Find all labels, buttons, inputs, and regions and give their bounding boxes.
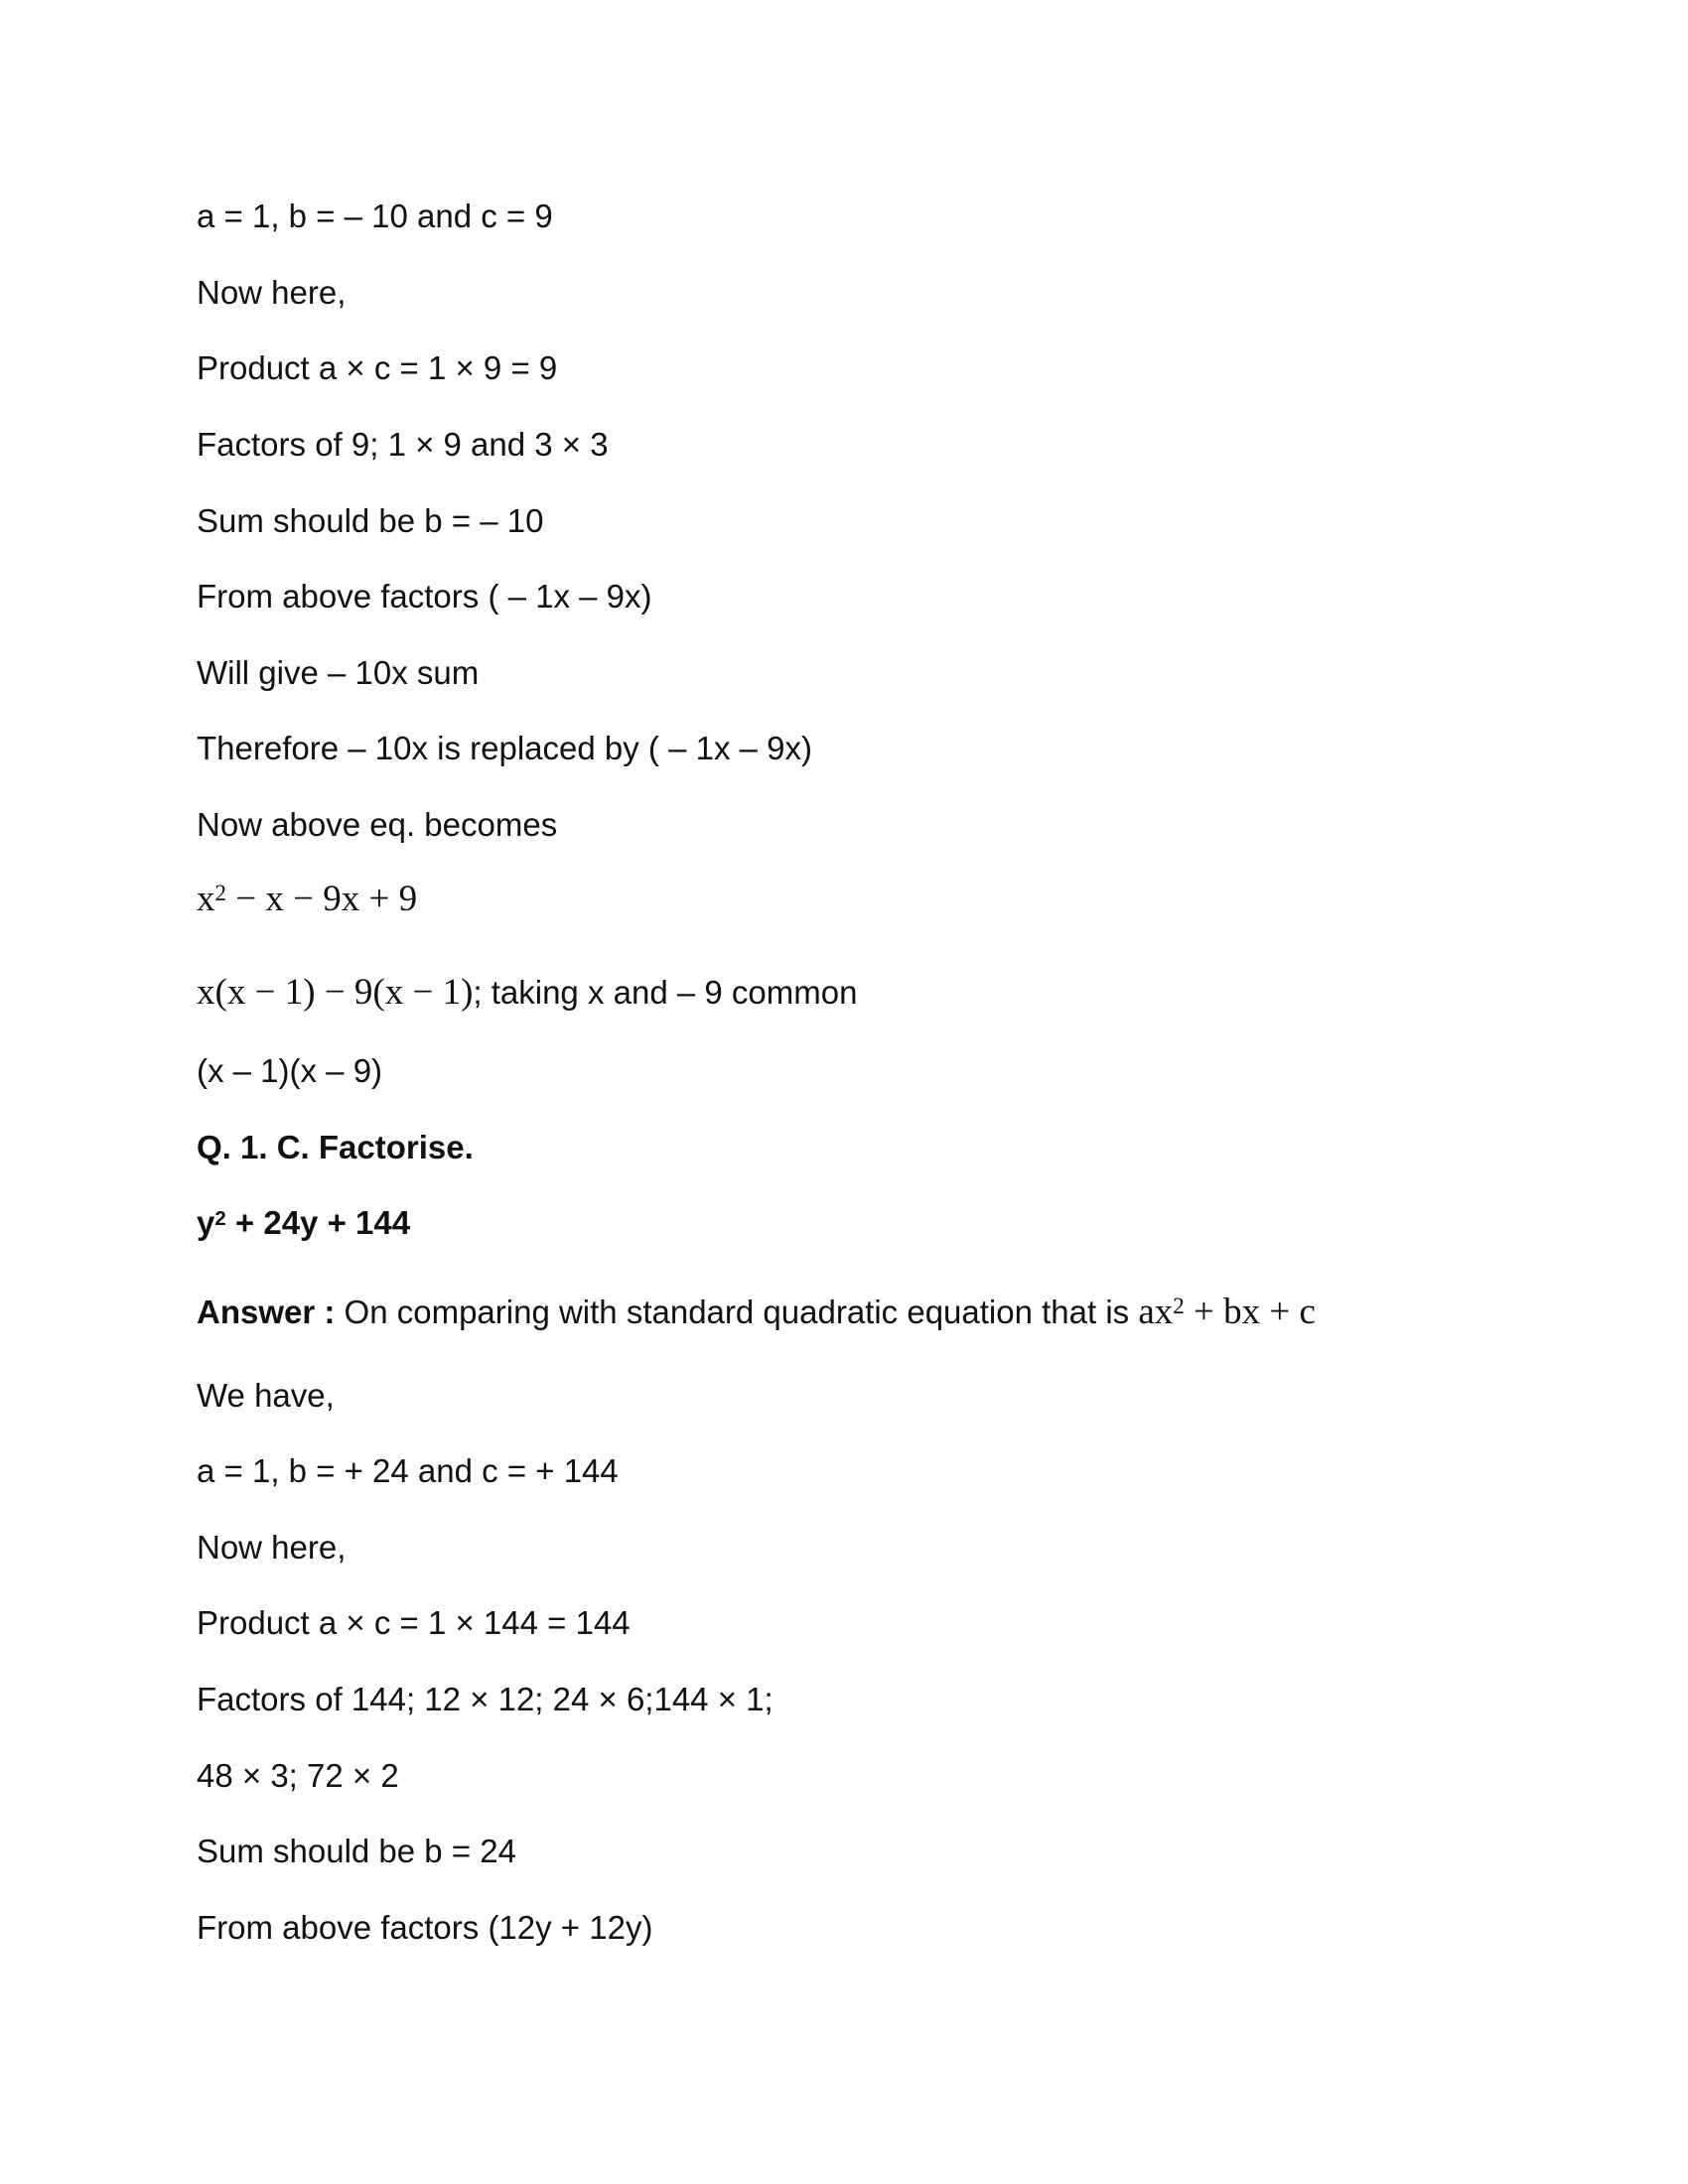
- answer-math-exponent: 2: [1173, 1293, 1185, 1318]
- question-expression: [197, 1203, 410, 1243]
- product-line-2: Product a × c = 1 × 144 = 144: [197, 1604, 631, 1641]
- factors-line-2: Factors of 144; 12 × 12; 24 × 6;144 × 1;: [197, 1681, 774, 1717]
- answer-math-base: ax: [1138, 1292, 1174, 1332]
- qexpr-rest: + 24y + 144: [225, 1204, 411, 1241]
- therefore-line: Therefore – 10x is replaced by ( – 1x – 9x): [197, 730, 812, 766]
- answer-math-rest: + bx + c: [1184, 1292, 1316, 1332]
- equation-grouped-line: [197, 973, 857, 1013]
- factored-result-line: (x – 1)(x – 9): [197, 1052, 383, 1089]
- eq1-rest: − x − 9x + 9: [225, 879, 418, 919]
- from-factors-line-2: From above factors (12y + 12y): [197, 1909, 653, 1946]
- question-title: Q. 1. C. Factorise.: [197, 1129, 474, 1165]
- product-line: Product a × c = 1 × 9 = 9: [197, 349, 558, 386]
- qexpr-exponent: 2: [214, 1206, 226, 1230]
- sum-line: Sum should be b = – 10: [197, 502, 544, 539]
- coefficients-line: a = 1, b = – 10 and c = 9: [197, 198, 553, 234]
- from-factors-line: From above factors ( – 1x – 9x): [197, 578, 652, 614]
- eq-becomes-line: Now above eq. becomes: [197, 806, 558, 843]
- factors-line: Factors of 9; 1 × 9 and 3 × 3: [197, 426, 609, 463]
- answer-label: Answer :: [197, 1294, 336, 1330]
- eq1-exponent: 2: [214, 880, 226, 905]
- coefficients-line-2: a = 1, b = + 24 and c = + 144: [197, 1452, 619, 1489]
- now-here-line-2: Now here,: [197, 1529, 347, 1566]
- eq2-math: x(x − 1) − 9(x − 1): [197, 972, 474, 1013]
- we-have-line: We have,: [197, 1377, 335, 1414]
- now-here-line: Now here,: [197, 274, 347, 311]
- will-give-line: Will give – 10x sum: [197, 654, 480, 691]
- answer-line: [197, 1293, 1316, 1332]
- eq2-text: ; taking x and – 9 common: [473, 974, 858, 1011]
- factors-continued-line: 48 × 3; 72 × 2: [197, 1757, 399, 1794]
- sum-line-2: Sum should be b = 24: [197, 1833, 516, 1869]
- answer-text: On comparing with standard quadratic equation that is: [335, 1294, 1139, 1330]
- qexpr-base: y: [197, 1204, 215, 1241]
- equation-expanded: [197, 880, 417, 919]
- eq1-base: x: [197, 879, 215, 919]
- answer-math: [1138, 1292, 1316, 1332]
